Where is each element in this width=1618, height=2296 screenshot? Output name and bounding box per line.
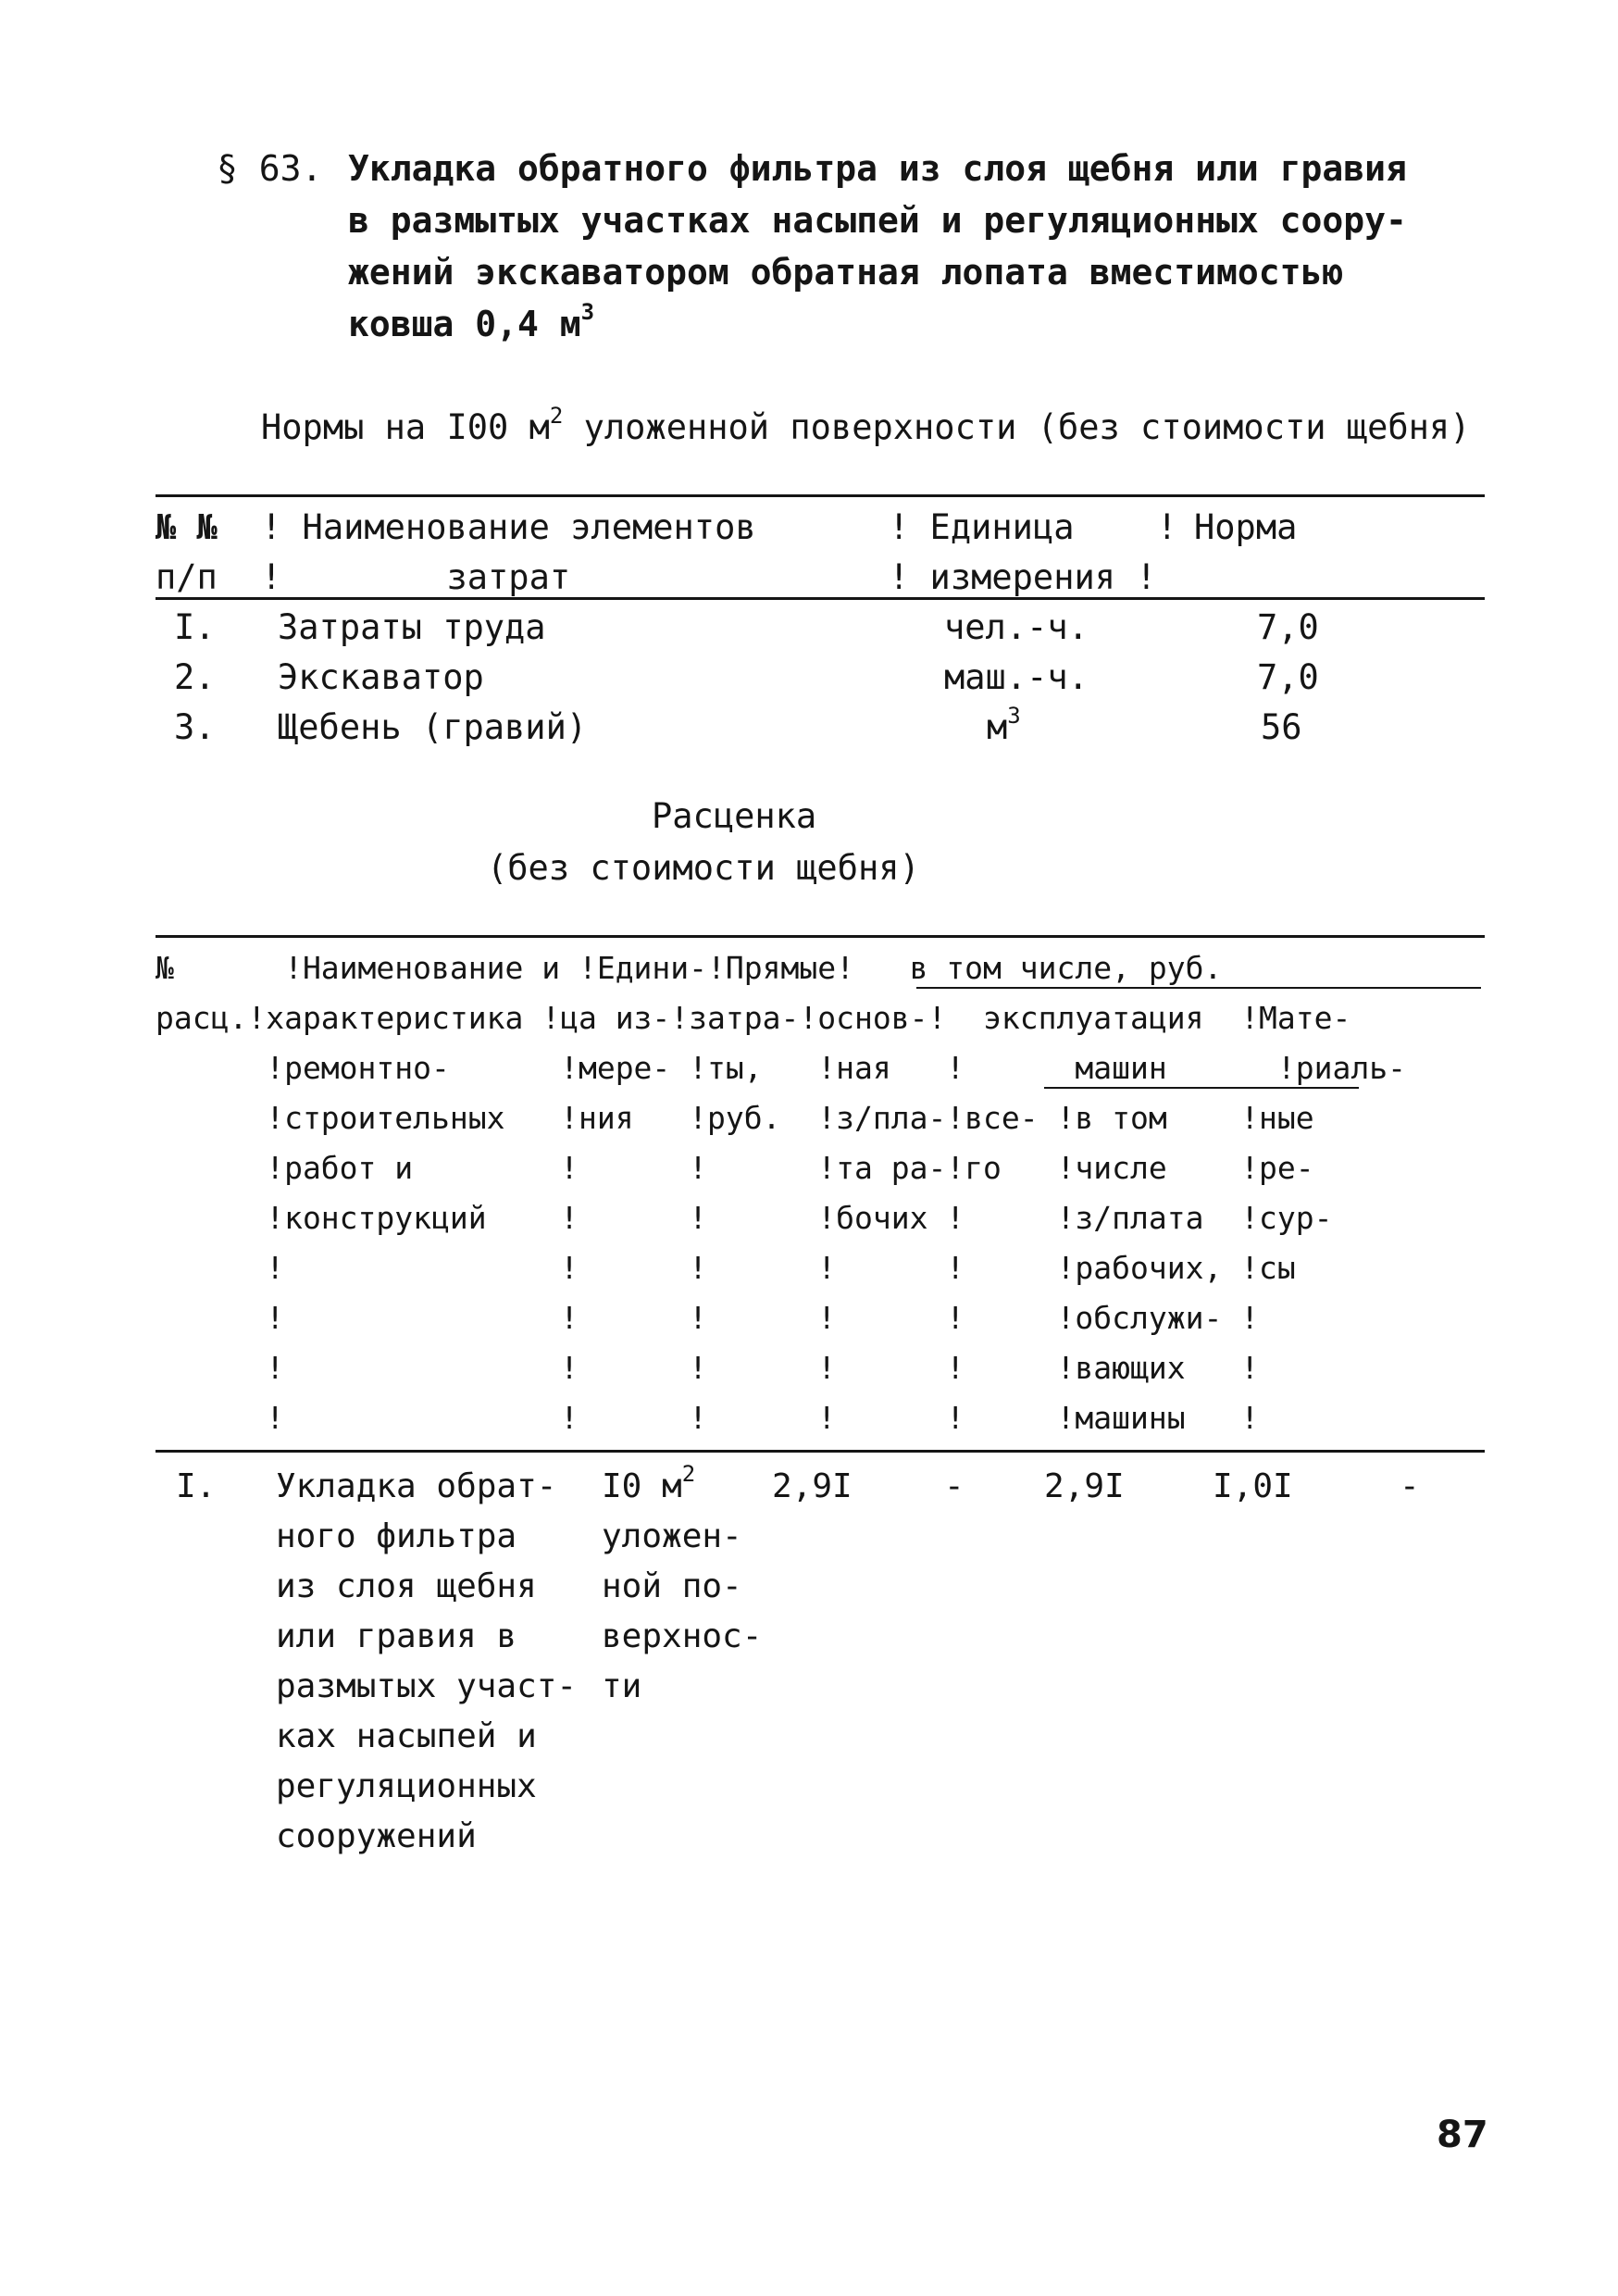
rate-header-line: ! ! ! ! ! !рабочих, !сы <box>156 1250 1296 1286</box>
rate-row-no: I. <box>176 1467 217 1505</box>
norms-row-unit: $м^3$ <box>987 702 1021 747</box>
norms-header-norm: Норма <box>1194 507 1298 547</box>
rate-header-line: !работ и ! ! !та ра-!го !числе !ре- <box>156 1150 1314 1186</box>
rate-header-line: !строительных !ния !руб. !з/пла-!все- !в том !ные <box>156 1100 1314 1136</box>
rate-row-unit-line: ти <box>602 1667 642 1705</box>
section-title-line-3: жений экскаватором обратная лопата вместимостью <box>348 252 1344 293</box>
norms-header-unit-2: ! измерения ! <box>889 557 1157 597</box>
norms-row-name: Экскаватор <box>278 657 484 697</box>
section-title-line-4: ковша 0,4 $м^3$ <box>348 299 595 344</box>
rate-row-desc-line: ного фильтра <box>276 1517 517 1555</box>
section-number: § 63. <box>217 148 323 189</box>
rate-row-base-salary: - <box>944 1467 965 1505</box>
header-group-underline <box>916 987 1481 989</box>
norms-header-rule <box>156 597 1485 600</box>
rate-row-materials: - <box>1400 1467 1420 1505</box>
norms-row-name: Щебень (гравий) <box>278 707 588 747</box>
norms-row-no: I. <box>174 607 216 647</box>
norms-table-top-rule <box>156 494 1485 497</box>
norms-header-no-2: п/п <box>156 557 218 597</box>
rate-row-desc-line: или гравия в <box>276 1617 517 1655</box>
norms-header-name-1: ! Наименование элементов <box>261 507 756 547</box>
rate-row-direct-costs: 2,9I <box>772 1467 853 1505</box>
rate-row-desc-line: Укладка обрат- <box>276 1467 557 1505</box>
rate-header-line: !конструкций ! ! !бочих ! !з/плата !сур- <box>156 1200 1333 1236</box>
norms-row-unit: маш.-ч. <box>944 657 1089 697</box>
section-title-line-2: в размытых участках насыпей и регуляционных соору- <box>348 200 1407 241</box>
rate-header-rule <box>156 1450 1485 1453</box>
rate-header-line: расц.!характеристика !ца из-!затра-!основ-! эксплуатация !Мате- <box>156 1000 1351 1036</box>
rate-row-machines-salary: I,0I <box>1213 1467 1293 1505</box>
section-title-line-1: Укладка обратного фильтра из слоя щебня или гравия <box>348 148 1407 189</box>
rate-table-top-rule <box>156 935 1485 938</box>
rate-row-machines-total: 2,9I <box>1044 1467 1125 1505</box>
page-number: 87 <box>1437 2114 1488 2156</box>
norms-header-no-1: № № <box>156 507 218 547</box>
header-machines-underline <box>1044 1087 1359 1089</box>
rate-header-line: ! ! ! ! ! !обслужи- ! <box>156 1300 1260 1336</box>
norms-row-value: 56 <box>1261 707 1302 747</box>
rate-header-line: ! ! ! ! ! !машины ! <box>156 1400 1260 1436</box>
rate-row-desc-line: ках насыпей и <box>276 1717 537 1755</box>
rate-row-desc-line: размытых участ- <box>276 1667 578 1705</box>
rate-subtitle: (без стоимости щебня) <box>487 848 920 888</box>
rate-row-desc-line: регуляционных <box>276 1767 537 1805</box>
rate-row-unit-line: ной по- <box>602 1567 742 1605</box>
rate-row-desc-line: сооружений <box>276 1817 477 1855</box>
rate-title: Расценка <box>652 796 817 836</box>
norms-header-unit-1: ! Единица ! <box>889 507 1177 547</box>
norms-row-no: 3. <box>174 707 216 747</box>
rate-header-line: !ремонтно- !мере- !ты, !ная ! машин !риаль- <box>156 1050 1407 1086</box>
norms-row-value: 7,0 <box>1257 657 1319 697</box>
norms-row-value: 7,0 <box>1257 607 1319 647</box>
norms-header-name-2: ! затрат <box>261 557 571 597</box>
rate-row-unit-line: I0 $м^2$ <box>602 1461 696 1505</box>
rate-header-line: ! ! ! ! ! !вающих ! <box>156 1350 1260 1386</box>
norms-row-unit: чел.-ч. <box>944 607 1089 647</box>
rate-row-desc-line: из слоя щебня <box>276 1567 537 1605</box>
rate-row-unit-line: верхнос- <box>602 1617 763 1655</box>
norms-caption: Нормы на I00 $м^2$ уложенной поверхности (без стоимости щебня) <box>261 402 1471 447</box>
norms-row-no: 2. <box>174 657 216 697</box>
rate-header-line: № !Наименование и !Едини-!Прямые! в том числе, руб. <box>156 950 1223 986</box>
norms-row-name: Затраты труда <box>278 607 546 647</box>
rate-row-unit-line: уложен- <box>602 1517 742 1555</box>
